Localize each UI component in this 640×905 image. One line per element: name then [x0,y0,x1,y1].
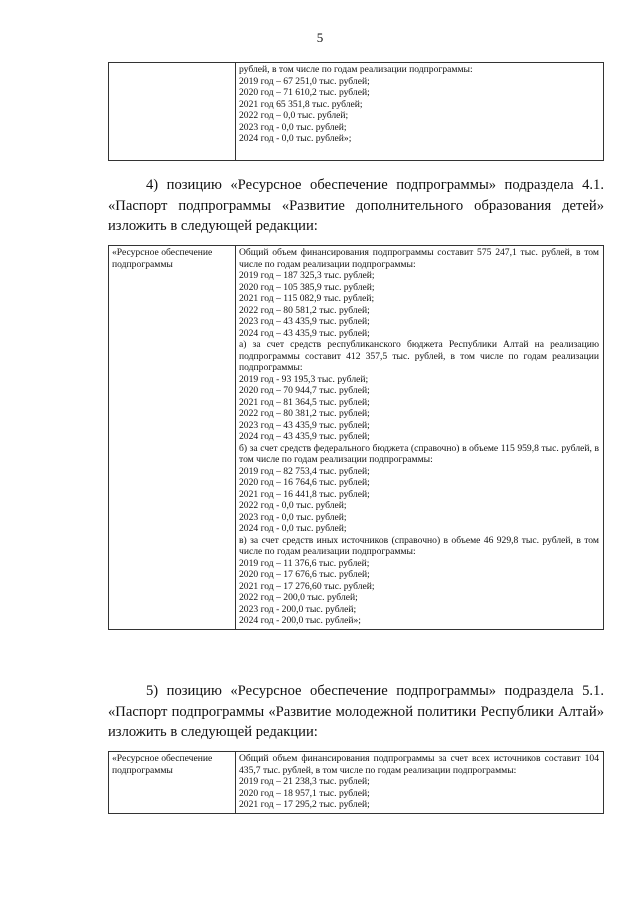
table1-line: 2022 год – 0,0 тыс. рублей; [239,110,349,121]
table2-c-year-line: 2019 год – 11 376,6 тыс. рублей; [239,557,370,569]
table2-a-year-line: 2021 год – 81 364,5 тыс. рублей; [239,396,370,408]
page-number: 5 [316,30,324,45]
table2-left-cell: «Ресурсное обеспечение подпрограммы [109,246,236,630]
table2-c-year-line: 2020 год – 17 676,6 тыс. рублей; [239,569,370,580]
table1-line: 2020 год – 71 610,2 тыс. рублей; [239,87,370,98]
paragraph-item-4 [108,175,604,237]
table2-right-cell [236,246,604,630]
table3-year-line: 2021 год – 17 295,2 тыс. рублей; [239,799,370,810]
table2-b-year-line: 2022 год - 0,0 тыс. рублей; [239,500,347,511]
paragraph-item-5 [108,681,604,743]
table2-a-year-line: 2024 год – 43 435,9 тыс. рублей; [239,431,370,442]
table2-c-year-line: 2023 год - 200,0 тыс. рублей; [239,603,357,615]
table2-intro: Общий объем финансирования подпрограммы составит 575 247,1 тыс. рублей, в том числе по годам реализации подпрограммы: [239,247,599,270]
table2-a-year-line: 2019 год - 93 195,3 тыс. рублей; [239,373,369,385]
table3-year-line: 2020 год – 18 957,1 тыс. рублей; [239,787,370,799]
table2-b-year-line: 2021 год – 16 441,8 тыс. рублей; [239,488,370,500]
table2-a-year-line: 2023 год – 43 435,9 тыс. рублей; [239,419,370,431]
table2-section-b: б) за счет средств федерального бюджета (справочно) в объеме 115 959,8 тыс. рублей, в том числе по годам реализации подпрограммы: [239,442,599,465]
table1-left-cell [109,63,236,161]
table2-year-line: 2019 год – 187 325,3 тыс. рублей; [239,270,375,281]
table2-c-year-line: 2024 год - 200,0 тыс. рублей»; [239,615,361,626]
table3-left-cell: «Ресурсное обеспечение подпрограммы [109,752,236,814]
table1-line: 2023 год - 0,0 тыс. рублей; [239,121,347,133]
table2-b-year-line: 2020 год – 16 764,6 тыс. рублей; [239,477,370,488]
table2-a-year-line: 2020 год – 70 944,7 тыс. рублей; [239,385,370,396]
table1-right-cell [236,63,604,161]
table2-year-line: 2023 год – 43 435,9 тыс. рублей; [239,316,370,327]
resource-table-previous [108,62,604,161]
resource-table-youth-policy [108,751,604,814]
table2-c-year-line: 2022 год – 200,0 тыс. рублей; [239,592,358,603]
table2-b-year-line: 2024 год - 0,0 тыс. рублей; [239,523,347,534]
table2-a-year-line: 2022 год – 80 381,2 тыс. рублей; [239,408,370,419]
paragraph-item-5-text: 5) позицию «Ресурсное обеспечение подпрограммы» подраздела 5.1. «Паспорт подпрограммы «Развитие молодежной политики Республики Алтай» изложить в следующей редакции: [108,683,604,740]
table2-year-line: 2024 год – 43 435,9 тыс. рублей; [239,327,370,339]
table2-section-c: в) за счет средств иных источников (справочно) в объеме 46 929,8 тыс. рублей, в том числе по годам реализации подпрограммы: [239,534,599,557]
table1-line: 2024 год - 0,0 тыс. рублей»; [239,133,352,144]
table1-line: 2021 год 65 351,8 тыс. рублей; [239,98,363,110]
table2-b-year-line: 2019 год – 82 753,4 тыс. рублей; [239,465,370,477]
table1-line: рублей, в том числе по годам реализации подпрограммы: [239,64,473,75]
table2-section-a: а) за счет средств республиканского бюджета Республики Алтай на реализацию подпрограммы составит 412 357,5 тыс. рублей, в том числе по годам реализации подпрограммы: [239,339,599,373]
table3-right-cell [236,752,604,814]
table2-b-year-line: 2023 год - 0,0 тыс. рублей; [239,511,347,523]
table3-year-line: 2019 год – 21 238,3 тыс. рублей; [239,776,370,787]
table2-c-year-line: 2021 год – 17 276,60 тыс. рублей; [239,580,375,592]
table2-year-line: 2022 год – 80 581,2 тыс. рублей; [239,304,370,316]
table3-intro: Общий объем финансирования подпрограммы за счет всех источников составит 104 435,7 тыс. рублей, в том числе по годам реализации подпрограммы: [239,753,599,776]
table2-year-line: 2020 год – 105 385,9 тыс. рублей; [239,281,375,293]
paragraph-item-4-text: 4) позицию «Ресурсное обеспечение подпрограммы» подраздела 4.1. «Паспорт подпрограммы «Развитие дополнительного образования детей» изложить в следующей редакции: [108,177,604,234]
table2-year-line: 2021 год – 115 082,9 тыс. рублей; [239,293,375,304]
resource-table-additional-education [108,245,604,630]
table1-line: 2019 год – 67 251,0 тыс. рублей; [239,75,370,87]
